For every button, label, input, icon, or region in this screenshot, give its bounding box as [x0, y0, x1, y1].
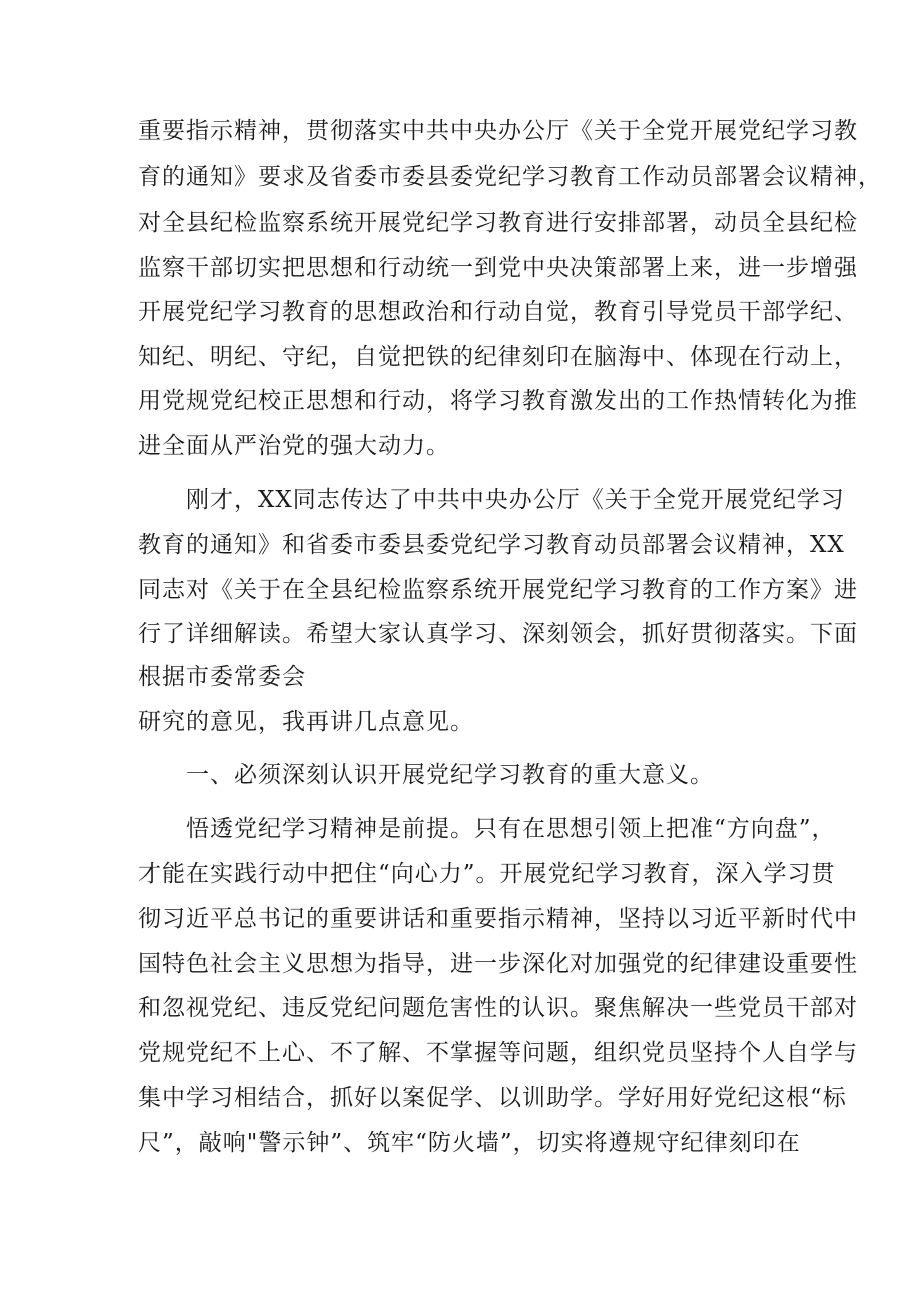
paragraph-1-line: 知纪、明纪、守纪，自觉把铁的纪律刻印在脑海中、体现在行动上， [138, 344, 858, 370]
paragraph-1-line: 监察干部切实把思想和行动统一到党中央决策部署上来，进一步增强 [138, 255, 858, 281]
paragraph-2-line: 教育的通知》和省委市委县委党纪学习教育动员部署会议精神，XX [138, 532, 845, 558]
paragraph-1-line: 对全县纪检监察系统开展党纪学习教育进行安排部署，动员全县纪检 [138, 210, 858, 236]
section-heading: 一、必须深刻认识开展党纪学习教育的重大意义。 [186, 762, 714, 788]
paragraph-1-line: 育的通知》要求及省委市委县委党纪学习教育工作动员部署会议精神， [138, 164, 882, 190]
paragraph-1-line: 开展党纪学习教育的思想政治和行动自觉，教育引导党员干部学纪、 [138, 299, 858, 325]
paragraph-1-line: 用党规党纪校正思想和行动，将学习教育激发出的工作热情转化为推 [138, 388, 858, 414]
paragraph-4-line: 悟透党纪学习精神是前提。只有在思想引领上把准“方向盘”， [186, 816, 836, 842]
paragraph-1-line: 重要指示精神，贯彻落实中共中央办公厅《关于全党开展党纪学习教 [138, 118, 858, 144]
paragraph-4-line: 和忽视党纪、违反党纪问题危害性的认识。聚焦解决一些党员干部对 [138, 995, 858, 1021]
paragraph-4-line: 党规党纪不上心、不了解、不掌握等问题，组织党员坚持个人自学与 [138, 1040, 858, 1066]
paragraph-4-line: 集中学习相结合，抓好以案促学、以训助学。学好用好党纪这根“标 [138, 1085, 847, 1111]
paragraph-2-line: 根据市委常委会 [138, 664, 306, 690]
paragraph-4-line: 才能在实践行动中把住“向心力”。开展党纪学习教育，深入学习贯 [138, 861, 836, 887]
paragraph-2-line: 刚才，XX同志传达了中共中央办公厅《关于全党开展党纪学习 [186, 487, 845, 513]
paragraph-4-line: 国特色社会主义思想为指导，进一步深化对加强党的纪律建设重要性 [138, 951, 858, 977]
paragraph-4-line: 彻习近平总书记的重要讲话和重要指示精神，坚持以习近平新时代中 [138, 906, 858, 932]
paragraph-2-line: 同志对《关于在全县纪检监察系统开展党纪学习教育的工作方案》进 [138, 577, 858, 603]
paragraph-1-line: 进全面从严治党的强大动力。 [138, 433, 450, 459]
paragraph-3-line: 研究的意见，我再讲几点意见。 [138, 709, 474, 735]
paragraph-4-line: 尺”，敲响"警示钟”、筑牢“防火墙”，切实将遵规守纪律刻印在 [138, 1130, 801, 1156]
paragraph-2-line: 行了详细解读。希望大家认真学习、深刻领会，抓好贯彻落实。下面 [138, 621, 858, 647]
